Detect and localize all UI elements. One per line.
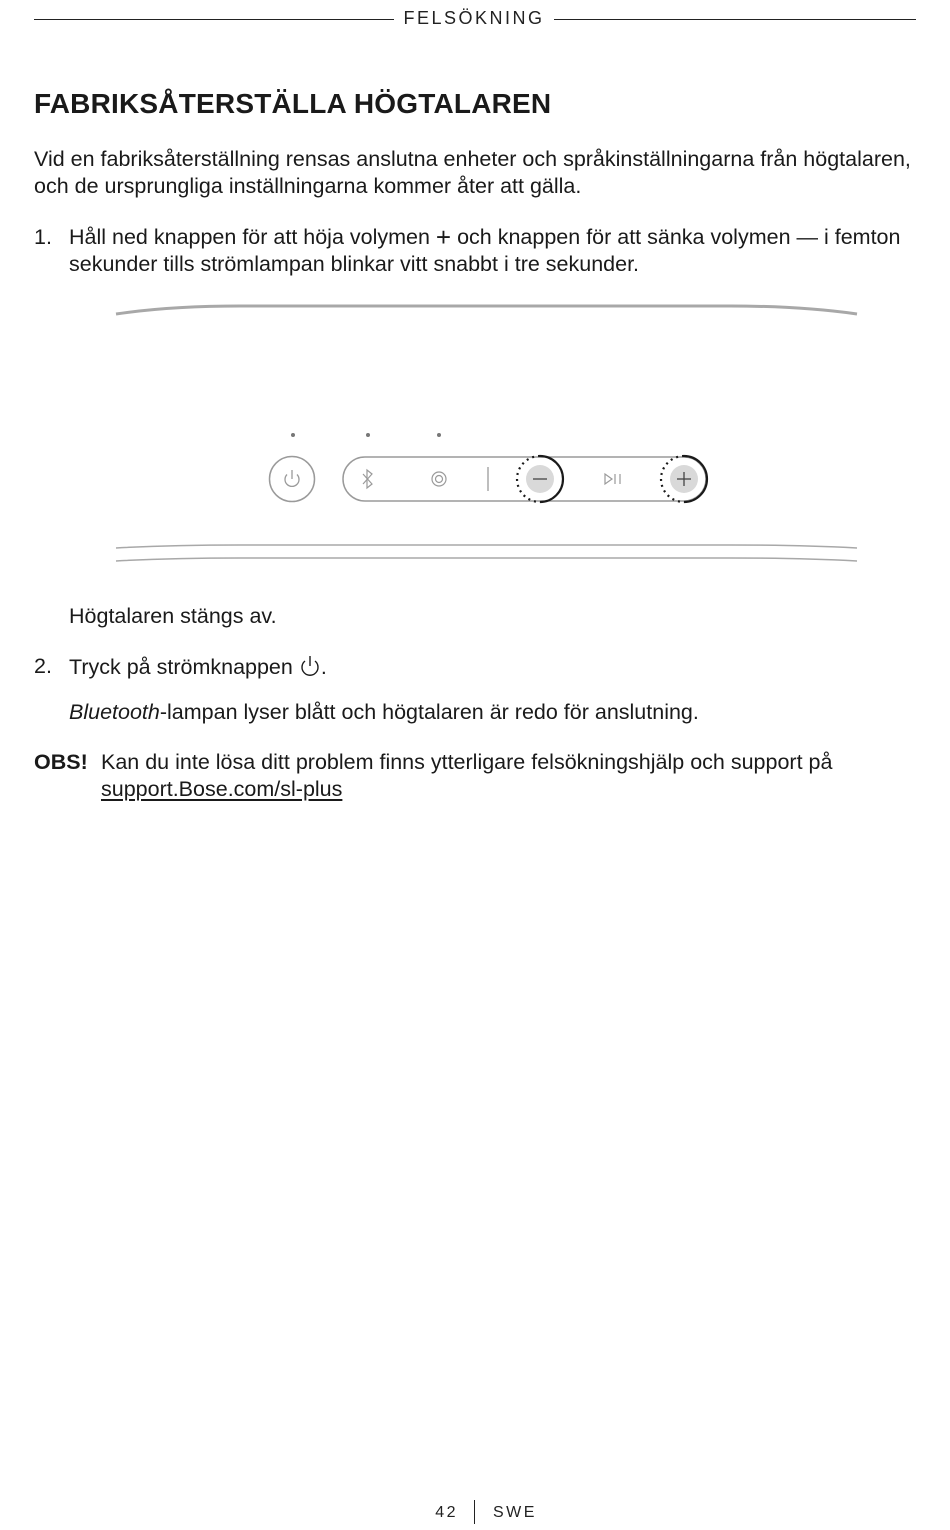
language-code: SWE [493, 1504, 537, 1521]
play-pause-icon [605, 474, 620, 484]
step-number: 1. [34, 225, 52, 249]
footer-divider [474, 1500, 475, 1524]
power-icon [299, 653, 321, 684]
speaker-bottom-edge-2 [116, 558, 857, 561]
speaker-bottom-edge-1 [116, 545, 857, 548]
step-2-result-text: -lampan lyser blått och högtalaren är redo för anslutning. [159, 700, 699, 724]
step-text-part: Tryck på strömknappen [69, 655, 299, 679]
support-link[interactable]: support.Bose.com/sl-plus [101, 777, 343, 801]
bluetooth-led-icon [366, 433, 370, 437]
page-footer [0, 1500, 950, 1530]
bluetooth-icon [363, 470, 372, 488]
volume-up-icon [661, 456, 707, 502]
action-led-icon [437, 433, 441, 437]
header-rule-right [554, 19, 916, 20]
note-text [101, 749, 921, 803]
power-icon [270, 457, 315, 502]
step-text [69, 653, 909, 684]
volume-down-icon [517, 456, 563, 502]
step-number: 2. [34, 654, 52, 678]
speaker-top-edge [116, 306, 857, 314]
step-text-part: . [320, 655, 327, 679]
speaker-button-diagram [110, 298, 865, 570]
section-label: FELSÖKNING [403, 8, 545, 28]
note-label: OBS! [34, 750, 88, 774]
power-led-icon [291, 433, 295, 437]
step-text [69, 224, 909, 278]
action-icon [432, 472, 446, 486]
plus-icon: + [435, 222, 452, 252]
step-2-result [69, 699, 699, 726]
bluetooth-term: Bluetooth [69, 700, 160, 724]
button-bar [343, 457, 706, 501]
page-number: 42 [435, 1504, 458, 1521]
note-body: Kan du inte lösa ditt problem finns ytterligare felsökningshjälp och support på [101, 750, 833, 774]
step-text-part: och knappen för att sänka volymen — i femton sekunder tills strömlampan blinkar vitt snabbt i tre sekunder. [69, 225, 901, 276]
intro-paragraph: Vid en fabriksåterställning rensas anslutna enheter och språkinställningarna från högtalaren, och de ursprungliga inställningarna kommer åter att gälla. [34, 147, 911, 198]
step-text-part: Håll ned knappen för att höja volymen [69, 225, 436, 249]
step-1-result: Högtalaren stängs av. [69, 604, 277, 628]
header-rule-left [34, 19, 394, 20]
speaker-top-illustration [110, 298, 865, 570]
section-header [34, 8, 916, 30]
page-title: FABRIKSÅTERSTÄLLA HÖGTALAREN [34, 88, 552, 119]
